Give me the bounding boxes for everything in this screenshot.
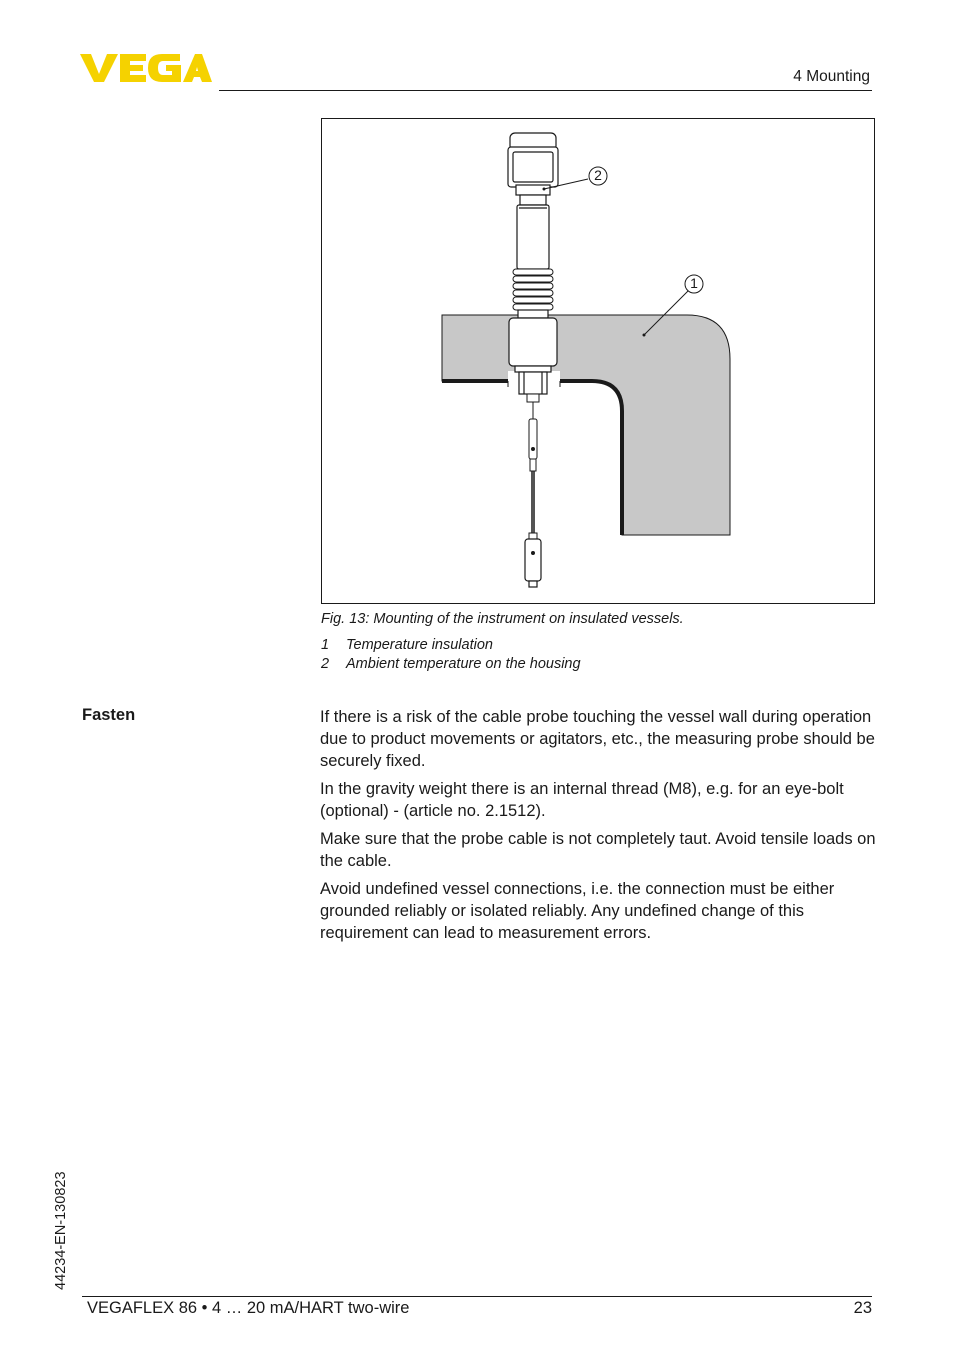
legend-number: 2 [321, 656, 330, 672]
instrument-housing [508, 133, 558, 269]
footer-product: VEGAFLEX 86 • 4 … 20 mA/HART two-wire [87, 1299, 410, 1317]
callout-2-label: 2 [594, 167, 602, 183]
page-number: 23 [853, 1299, 872, 1317]
figure-mounting-diagram [321, 118, 875, 604]
cable-probe [527, 394, 539, 539]
gravity-weight [525, 539, 541, 587]
figure-caption: Fig. 13: Mounting of the instrument on insulated vessels. [321, 611, 684, 627]
figure-legend [321, 636, 581, 674]
paragraph: Make sure that the probe cable is not completely taut. Avoid tensile loads on the cable. [320, 830, 876, 870]
document-id: 44234-EN-130823 [53, 1171, 69, 1290]
temperature-insulation [442, 315, 730, 535]
header-divider [219, 90, 872, 91]
paragraph: If there is a risk of the cable probe touching the vessel wall during operation due to product movements or agitators, etc., the measuring probe should be securely fixed. [320, 708, 875, 770]
section-header: 4 Mounting [793, 68, 870, 85]
vega-logo [80, 52, 212, 84]
cooling-fins [513, 269, 553, 310]
footer-divider [82, 1296, 872, 1297]
legend-text: Ambient temperature on the housing [346, 656, 581, 672]
paragraph: Avoid undefined vessel connections, i.e. the connection must be either grounded reliably or isolated reliably. Any undefined change of this requirement can lead to measurement errors. [320, 880, 835, 942]
legend-item [321, 636, 581, 655]
legend-item [321, 655, 581, 674]
paragraph: In the gravity weight there is an internal thread (M8), e.g. for an eye-bolt (optional) - (article no. 2.1512). [320, 780, 844, 820]
legend-text: Temperature insulation [346, 637, 493, 653]
legend-number: 1 [321, 637, 330, 653]
body-text [320, 706, 876, 950]
callout-1-label: 1 [690, 275, 698, 291]
side-heading: Fasten [82, 706, 136, 724]
